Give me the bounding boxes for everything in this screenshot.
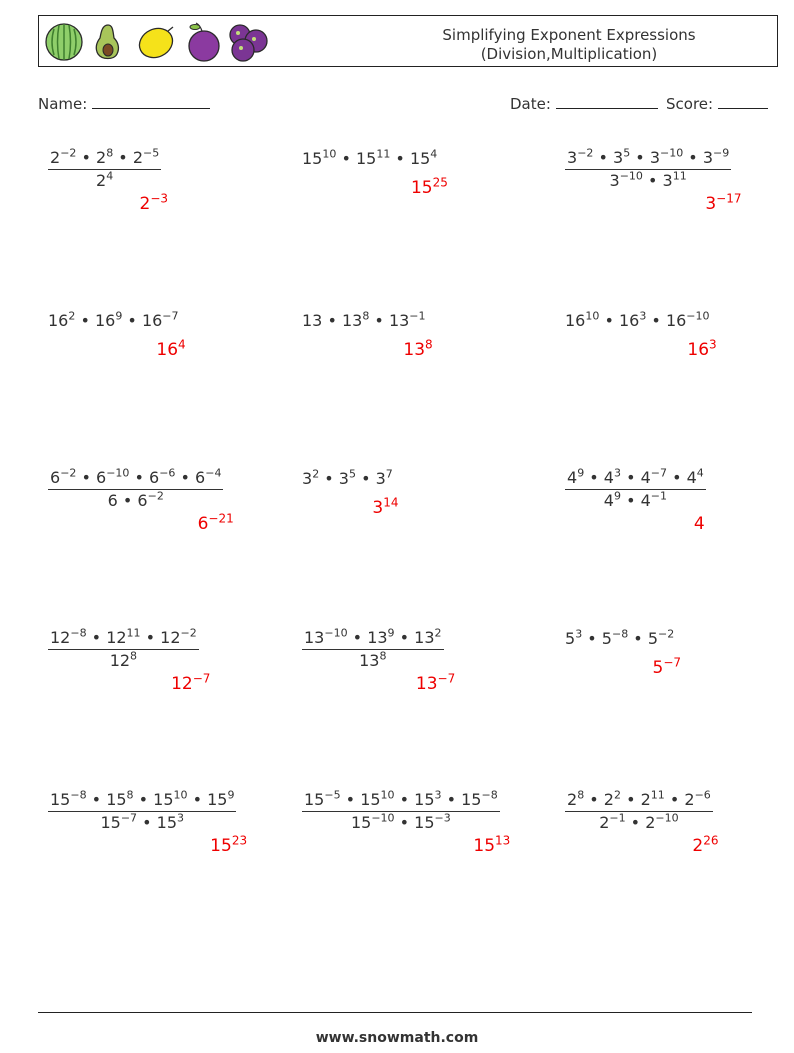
problem-expression <box>565 790 713 832</box>
term-base: 15 <box>302 149 323 168</box>
term-exponent: −8 <box>70 788 87 802</box>
multiply-dot: • <box>664 790 685 809</box>
term-exponent: −10 <box>371 811 395 825</box>
multiply-dot: • <box>394 790 415 809</box>
multiply-dot: • <box>322 311 342 330</box>
term-base: 16 <box>565 311 586 330</box>
problem-expression <box>565 148 731 190</box>
multiply-dot: • <box>86 790 107 809</box>
term-base: 12 <box>171 674 193 694</box>
term-base: 2 <box>640 790 651 809</box>
problem-expression <box>48 790 236 832</box>
answer <box>694 514 705 534</box>
term-base: 16 <box>687 340 710 360</box>
term-exponent: 13 <box>495 833 511 848</box>
term-exponent: 2 <box>312 467 320 481</box>
plum-icon <box>189 23 219 61</box>
term-exponent: 8 <box>126 788 134 802</box>
term-exponent: −10 <box>106 466 130 480</box>
worksheet-header <box>38 15 778 67</box>
term-exponent: 3 <box>575 627 583 641</box>
term-exponent: 9 <box>387 626 395 640</box>
fraction <box>48 148 161 190</box>
fraction <box>48 468 223 510</box>
problem-expression <box>48 468 223 510</box>
term-exponent: −10 <box>660 146 684 160</box>
multiply-dot: • <box>129 468 150 487</box>
multiply-dot: • <box>76 468 97 487</box>
term-exponent: −7 <box>437 671 456 686</box>
term-base: 15 <box>414 790 435 809</box>
multiply-dot: • <box>347 628 368 647</box>
multiply-dot: • <box>582 629 602 648</box>
term-exponent: 11 <box>650 788 665 802</box>
denominator <box>565 812 713 832</box>
term-exponent: 3 <box>639 309 647 323</box>
term-exponent: −3 <box>150 191 169 206</box>
term-base: 4 <box>567 468 578 487</box>
term-base: 6 <box>149 468 160 487</box>
term-exponent: 10 <box>380 788 395 802</box>
term-base: 4 <box>603 491 614 510</box>
numerator <box>565 148 731 170</box>
term-base: 4 <box>686 468 697 487</box>
problem-expression <box>48 311 179 330</box>
term-exponent: −6 <box>694 788 711 802</box>
term-base: 3 <box>567 148 578 167</box>
term-exponent: −7 <box>162 309 179 323</box>
term-exponent: 8 <box>425 337 433 352</box>
answer <box>692 833 719 856</box>
denominator <box>565 170 731 190</box>
multiply-dot: • <box>137 813 157 832</box>
score-label: Score: <box>666 95 714 113</box>
numerator <box>48 148 161 170</box>
term-base: 13 <box>415 674 438 694</box>
fraction <box>302 628 444 670</box>
watermelon-icon <box>46 24 82 60</box>
footer-site: www.snowmath.com <box>315 1030 479 1046</box>
term-base: 2 <box>692 836 704 856</box>
term-base: 15 <box>153 790 174 809</box>
term-exponent: 5 <box>348 467 356 481</box>
title-line-1: Simplifying Exponent Expressions <box>442 26 696 44</box>
multiply-dot: • <box>187 790 208 809</box>
answer <box>473 833 511 856</box>
term-base: 3 <box>705 194 717 214</box>
problem-expression <box>565 629 674 648</box>
term-exponent: −2 <box>60 466 77 480</box>
term-base: 3 <box>375 469 386 488</box>
multiply-dot: • <box>117 491 138 510</box>
term-exponent: 7 <box>385 467 393 481</box>
term-exponent: 8 <box>130 649 138 663</box>
term-exponent: −10 <box>686 309 710 323</box>
multiply-dot: • <box>593 148 614 167</box>
numerator <box>48 790 236 812</box>
term-base: 13 <box>388 311 410 330</box>
multiply-dot: • <box>620 790 641 809</box>
term-base: 6 <box>50 468 61 487</box>
term-base: 15 <box>156 813 178 832</box>
term-base: 2 <box>567 790 578 809</box>
term-exponent: 3 <box>177 811 185 825</box>
term-exponent: 10 <box>585 309 600 323</box>
answer <box>139 191 169 214</box>
numerator <box>302 628 444 650</box>
multiply-dot: • <box>628 629 648 648</box>
numerator <box>565 468 706 490</box>
term-exponent: −10 <box>619 169 643 183</box>
grapes-icon <box>230 25 267 61</box>
multiply-dot: • <box>133 790 154 809</box>
term-base: 2 <box>96 171 107 190</box>
multiply-dot: • <box>683 148 703 167</box>
term-exponent: −4 <box>205 466 222 480</box>
multiply-dot: • <box>630 148 650 167</box>
term-exponent: 3 <box>709 337 717 352</box>
problem-expression <box>302 149 437 168</box>
term-base: 5 <box>652 658 664 678</box>
multiply-dot: • <box>76 148 97 167</box>
term-base: 3 <box>702 148 714 167</box>
term-base: 12 <box>106 628 127 647</box>
term-exponent: −5 <box>143 146 160 160</box>
multiply-dot: • <box>620 491 641 510</box>
multiply-dot: • <box>75 311 95 330</box>
term-base: 3 <box>649 148 660 167</box>
term-exponent: −1 <box>650 489 667 503</box>
term-exponent: 9 <box>613 489 621 503</box>
term-base: 16 <box>618 311 640 330</box>
name-field <box>38 94 210 113</box>
term-exponent: 10 <box>173 788 188 802</box>
term-exponent: −2 <box>60 146 77 160</box>
problem-expression <box>302 790 500 832</box>
name-label: Name: <box>38 95 88 113</box>
term-exponent: 8 <box>577 788 585 802</box>
term-base: 2 <box>645 813 656 832</box>
term-base: 13 <box>367 628 388 647</box>
term-base: 2 <box>132 148 143 167</box>
term-exponent: −2 <box>577 146 594 160</box>
denominator <box>48 490 223 510</box>
term-base: 15 <box>360 790 381 809</box>
fruit-icons <box>44 21 274 63</box>
date-blank[interactable] <box>556 94 658 109</box>
multiply-dot: • <box>86 628 107 647</box>
problem-expression <box>565 311 710 330</box>
term-base: 3 <box>372 498 384 518</box>
multiply-dot: • <box>441 790 462 809</box>
fraction <box>565 468 706 510</box>
term-exponent: 23 <box>231 833 248 848</box>
term-exponent: 2 <box>434 626 442 640</box>
answer <box>171 671 211 694</box>
answer <box>705 191 742 214</box>
numerator <box>48 468 223 490</box>
term-exponent: 11 <box>376 147 391 161</box>
term-exponent: −2 <box>658 627 675 641</box>
answer <box>652 655 682 678</box>
term-base: 12 <box>160 628 181 647</box>
problem-expression <box>48 148 161 190</box>
term-base: 5 <box>647 629 658 648</box>
term-base: 13 <box>304 628 325 647</box>
term-exponent: −7 <box>663 655 682 670</box>
term-exponent: −2 <box>180 626 197 640</box>
multiply-dot: • <box>599 311 619 330</box>
term-exponent: 2 <box>68 309 76 323</box>
score-field <box>666 94 768 113</box>
multiply-dot: • <box>369 311 389 330</box>
term-base: 13 <box>403 340 426 360</box>
term-exponent: 5 <box>623 146 631 160</box>
term-base: 16 <box>141 311 163 330</box>
term-base: 13 <box>359 651 380 670</box>
date-field <box>510 94 658 113</box>
multiply-dot: • <box>175 468 196 487</box>
term-exponent: 4 <box>696 466 704 480</box>
term-exponent: 10 <box>322 147 337 161</box>
term-exponent: 4 <box>106 169 114 183</box>
problem-expression <box>302 311 426 330</box>
term-base: 2 <box>96 148 107 167</box>
term-base: 15 <box>304 790 325 809</box>
answer <box>687 337 717 360</box>
multiply-dot: • <box>625 813 646 832</box>
term-base: 15 <box>355 149 377 168</box>
fraction <box>565 148 731 190</box>
denominator <box>48 170 161 190</box>
term-base: 5 <box>601 629 612 648</box>
answer <box>156 337 186 360</box>
answer <box>210 833 248 856</box>
term-base: 15 <box>410 178 433 198</box>
term-base: 15 <box>210 836 232 856</box>
term-exponent: −10 <box>655 811 679 825</box>
denominator <box>48 650 199 670</box>
multiply-dot: • <box>667 468 687 487</box>
term-exponent: 8 <box>379 649 387 663</box>
answer <box>372 495 399 518</box>
multiply-dot: • <box>140 628 161 647</box>
fraction <box>48 628 199 670</box>
term-exponent: 3 <box>434 788 442 802</box>
score-blank[interactable] <box>718 94 768 109</box>
date-label: Date: <box>510 95 551 113</box>
term-exponent: −7 <box>192 671 211 686</box>
denominator <box>302 812 500 832</box>
multiply-dot: • <box>336 149 356 168</box>
answer <box>197 511 234 534</box>
multiply-dot: • <box>355 469 376 488</box>
title-line-2: (Division,Multiplication) <box>480 45 658 63</box>
term-exponent: 9 <box>577 466 585 480</box>
term-exponent: 3 <box>613 466 621 480</box>
footer-divider <box>38 1012 752 1013</box>
multiply-dot: • <box>394 628 415 647</box>
fraction <box>48 790 236 832</box>
term-exponent: 26 <box>703 833 719 848</box>
multiply-dot: • <box>620 468 641 487</box>
term-base: 6 <box>96 468 107 487</box>
term-base: 16 <box>48 311 69 330</box>
term-base: 4 <box>603 468 614 487</box>
term-base: 12 <box>50 628 71 647</box>
term-base: 3 <box>662 171 673 190</box>
term-base: 2 <box>139 194 151 214</box>
numerator <box>565 790 713 812</box>
term-exponent: 8 <box>362 309 370 323</box>
term-base: 6 <box>137 491 148 510</box>
term-exponent: 8 <box>106 146 114 160</box>
multiply-dot: • <box>584 468 604 487</box>
multiply-dot: • <box>113 148 133 167</box>
term-base: 2 <box>684 790 695 809</box>
term-exponent: −8 <box>481 788 498 802</box>
multiply-dot: • <box>319 469 339 488</box>
problem-expression <box>565 468 706 510</box>
term-exponent: −17 <box>716 191 742 206</box>
numerator <box>48 628 199 650</box>
term-exponent: −10 <box>324 626 348 640</box>
term-base: 3 <box>613 148 624 167</box>
term-exponent: 14 <box>383 495 399 510</box>
term-base: 13 <box>341 311 363 330</box>
term-base: 2 <box>603 790 614 809</box>
term-exponent: −1 <box>409 309 426 323</box>
term-base: 4 <box>640 468 651 487</box>
multiply-dot: • <box>642 171 663 190</box>
problem-expression <box>302 628 444 670</box>
term-exponent: 9 <box>227 788 235 802</box>
term-base: 12 <box>109 651 131 670</box>
term-base: 15 <box>50 790 71 809</box>
term-base: 15 <box>461 790 482 809</box>
avocado-icon <box>96 25 118 59</box>
term-base: 16 <box>156 340 179 360</box>
term-exponent: −9 <box>713 146 730 160</box>
term-base: 15 <box>414 813 435 832</box>
fraction <box>302 790 500 832</box>
answer <box>403 337 433 360</box>
term-base: 2 <box>50 148 61 167</box>
term-base: 5 <box>565 629 576 648</box>
term-exponent: −8 <box>611 627 629 641</box>
term-base: 15 <box>106 790 127 809</box>
term-base: 15 <box>100 813 121 832</box>
multiply-dot: • <box>646 311 666 330</box>
term-exponent: −5 <box>324 788 341 802</box>
term-exponent: −6 <box>159 466 176 480</box>
term-base: 4 <box>640 491 651 510</box>
term-exponent: −1 <box>609 811 626 825</box>
term-exponent: 11 <box>126 626 141 640</box>
term-base: 16 <box>665 311 687 330</box>
denominator <box>565 490 706 510</box>
term-exponent: −21 <box>208 511 234 526</box>
multiply-dot: • <box>584 790 604 809</box>
term-exponent: 11 <box>672 169 687 183</box>
answer <box>410 175 448 198</box>
answer <box>415 671 456 694</box>
term-exponent: −7 <box>120 811 138 825</box>
term-base: 3 <box>609 171 620 190</box>
multiply-dot: • <box>122 311 142 330</box>
numerator <box>302 790 500 812</box>
term-exponent: −7 <box>650 466 667 480</box>
term-exponent: 25 <box>432 175 448 190</box>
term-base: 15 <box>409 149 431 168</box>
term-exponent: −8 <box>70 626 87 640</box>
term-exponent: 4 <box>178 337 186 352</box>
term-base: 6 <box>195 468 206 487</box>
multiply-dot: • <box>390 149 410 168</box>
term-base: 15 <box>473 836 496 856</box>
problem-expression <box>48 628 199 670</box>
term-base: 13 <box>302 311 323 330</box>
term-base: 15 <box>207 790 228 809</box>
term-exponent: 4 <box>430 147 438 161</box>
term-base: 13 <box>414 628 435 647</box>
multiply-dot: • <box>394 813 415 832</box>
denominator <box>48 812 236 832</box>
term-base: 3 <box>302 469 313 488</box>
worksheet-title <box>399 26 739 64</box>
name-blank[interactable] <box>92 94 210 109</box>
lemon-icon <box>135 23 178 63</box>
term-base: 15 <box>350 813 372 832</box>
multiply-dot: • <box>340 790 361 809</box>
denominator <box>302 650 444 670</box>
term-exponent: −2 <box>147 489 164 503</box>
term-exponent: 2 <box>613 788 621 802</box>
term-base: 2 <box>599 813 610 832</box>
term-base: 6 <box>197 514 209 534</box>
term-exponent: 9 <box>115 309 123 323</box>
term-base: 4 <box>693 514 705 534</box>
term-base: 3 <box>338 469 349 488</box>
term-exponent: −3 <box>434 811 451 825</box>
term-base: 6 <box>107 491 118 510</box>
problem-expression <box>302 469 393 488</box>
term-base: 16 <box>94 311 116 330</box>
fraction <box>565 790 713 832</box>
